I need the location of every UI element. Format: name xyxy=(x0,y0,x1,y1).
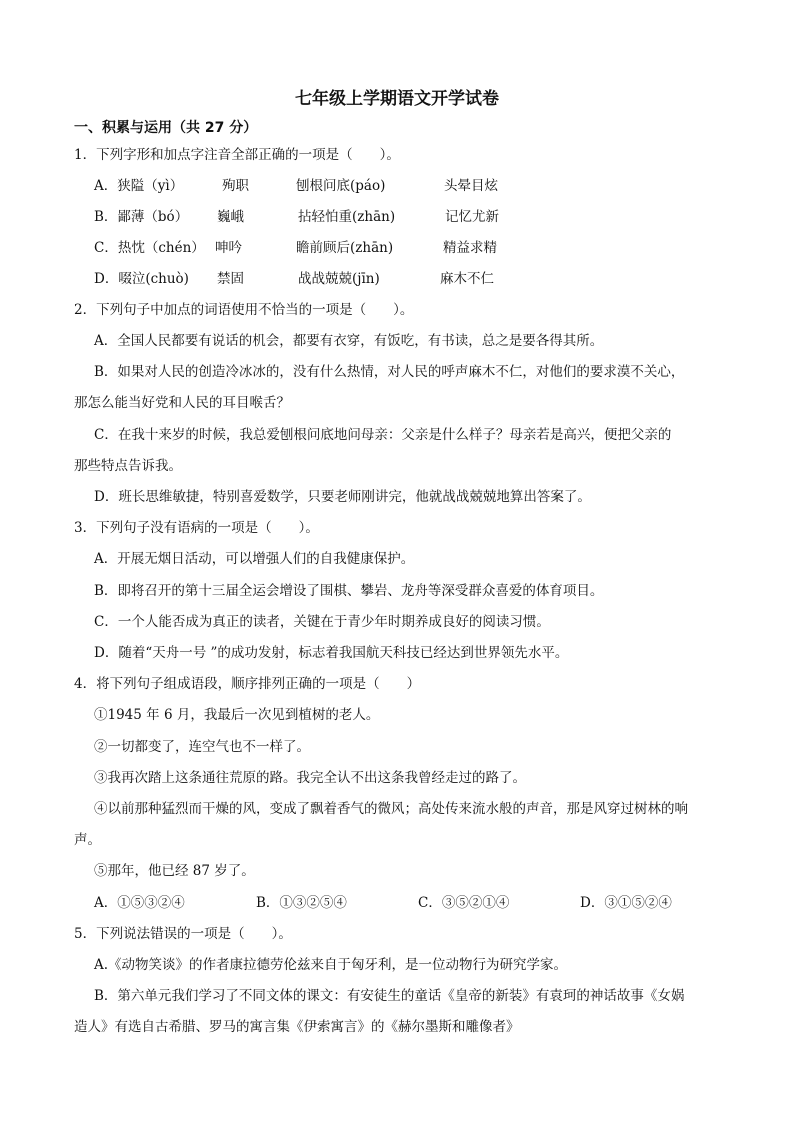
question-3-option-b: B．即将召开的第十三届全运会增设了围棋、攀岩、龙舟等深受群众喜爱的体育项目。 xyxy=(94,583,604,599)
option-b-word-4: 记忆尤新 xyxy=(445,209,499,225)
question-4-sentence-4-cont: 声。 xyxy=(74,832,101,848)
question-3-option-c: C．一个人能否成为真正的读者，关键在于青少年时期养成良好的阅读习惯。 xyxy=(94,614,550,630)
question-2-option-c-cont: 那些特点告诉我。 xyxy=(74,458,182,474)
page-title: 七年级上学期语文开学试卷 xyxy=(295,89,499,109)
option-a-word-4: 头晕目炫 xyxy=(444,178,498,194)
option-a-word-2: 殉职 xyxy=(222,178,249,194)
option-c-word-2: 呻吟 xyxy=(215,240,242,256)
question-4-option-b: B．①③②⑤④ xyxy=(256,895,347,911)
section-heading: 一、积累与运用（共 27 分） xyxy=(74,120,258,136)
option-b-word-2: 巍峨 xyxy=(217,209,244,225)
question-3-option-a: A．开展无烟日活动，可以增强人们的自我健康保护。 xyxy=(94,551,415,567)
option-c-word-4: 精益求精 xyxy=(443,240,497,256)
option-a-word-3: 刨根问底(páo) xyxy=(296,178,386,194)
question-4-sentence-4: ④以前那种猛烈而干燥的风，变成了飘着香气的微风；高处传来流水般的声音，那是风穿过树林的响 xyxy=(94,801,688,817)
question-2-option-b-cont: 那怎么能当好党和人民的耳目喉舌？ xyxy=(74,395,290,411)
question-1-stem: 1．下列字形和加点字注音全部正确的一项是（ ）。 xyxy=(74,147,400,163)
option-c-word-3: 瞻前顾后(zhān) xyxy=(296,240,394,256)
question-4-sentence-1: ①1945 年 6 月，我最后一次见到植树的老人。 xyxy=(94,707,380,723)
option-d-word-1: D．啜泣(chuò) xyxy=(94,271,189,287)
question-2-option-b: B．如果对人民的创造冷冰冰的，没有什么热情，对人民的呼声麻木不仁，对他们的要求漠不关心， xyxy=(94,364,685,380)
question-4-stem: 4．将下列句子组成语段，顺序排列正确的一项是（ ） xyxy=(74,676,421,692)
question-3-option-d: D．随着“天舟一号 ”的成功发射，标志着我国航天科技已经达到世界领先水平。 xyxy=(94,645,569,661)
question-2-stem: 2．下列句子中加点的词语使用不恰当的一项是（ ）。 xyxy=(74,302,414,318)
question-2-option-c: C．在我十来岁的时候，我总爱刨根问底地问母亲：父亲是什么样子？母亲若是高兴，便把父亲的 xyxy=(94,427,672,443)
option-d-word-3: 战战兢兢(jīn) xyxy=(298,271,380,287)
question-4-option-a: A．①⑤③②④ xyxy=(94,895,185,911)
question-5-stem: 5．下列说法错误的一项是（ ）。 xyxy=(74,926,292,942)
question-4-option-c: C．③⑤②①④ xyxy=(418,895,510,911)
question-2-option-a: A．全国人民都要有说话的机会，都要有衣穿，有饭吃，有书读，总之是要各得其所。 xyxy=(94,333,604,349)
option-d-word-4: 麻木不仁 xyxy=(440,271,494,287)
question-4-option-d: D．③①⑤②④ xyxy=(580,895,672,911)
question-5-option-a: A.《动物笑谈》的作者康拉德劳伦兹来自于匈牙利，是一位动物行为研究学家。 xyxy=(94,957,568,973)
question-4-sentence-3: ③我再次踏上这条通往荒原的路。我完全认不出这条我曾经走过的路了。 xyxy=(94,770,526,786)
option-a-word-1: A．狭隘（yì） xyxy=(94,178,184,194)
option-d-word-2: 禁固 xyxy=(217,271,244,287)
option-b-word-3: 拈轻怕重(zhān) xyxy=(298,209,396,225)
question-5-option-b: B．第六单元我们学习了不同文体的课文：有安徒生的童话《皇帝的新装》有袁珂的神话故事《女娲 xyxy=(94,988,685,1004)
question-3-stem: 3．下列句子没有语病的一项是（ ）。 xyxy=(74,520,319,536)
question-4-sentence-5: ⑤那年，他已经 87 岁了。 xyxy=(94,863,255,879)
option-c-word-1: C．热忱（chén） xyxy=(94,240,205,256)
question-4-sentence-2: ②一切都变了，连空气也不一样了。 xyxy=(94,739,310,755)
question-5-option-b-cont: 造人》有选自古希腊、罗马的寓言集《伊索寓言》的《赫尔墨斯和雕像者》 xyxy=(74,1019,520,1035)
question-2-option-d: D．班长思维敏捷，特别喜爱数学，只要老师刚讲完，他就战战兢兢地算出答案了。 xyxy=(94,489,591,505)
option-b-word-1: B．鄙薄（bó） xyxy=(94,209,189,225)
